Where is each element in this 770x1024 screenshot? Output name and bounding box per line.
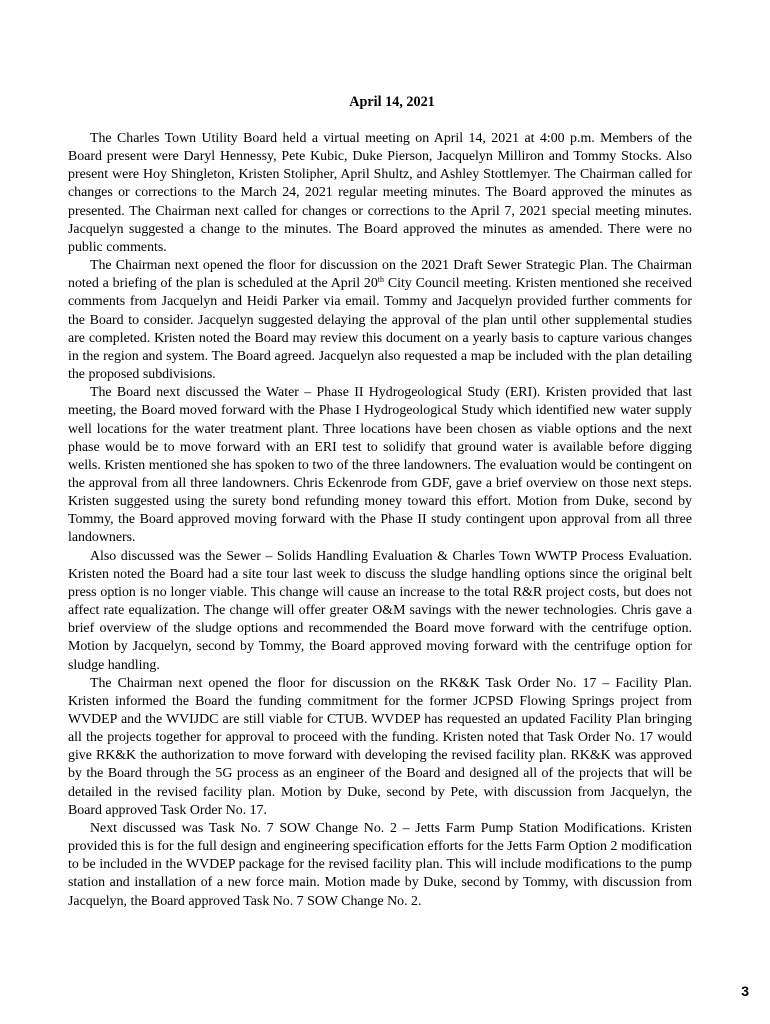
paragraph-jetts-farm: Next discussed was Task No. 7 SOW Change No. 2 – Jetts Farm Pump Station Modifications. Kristen provided this is for the full design and engineering specification efforts for the Jetts Farm Option 2 modification to be included in the WVDEP package for the revised facility plan. This will include modifications to the pump station and installation of a new force main. Motion made by Duke, second by Tommy, with discussion from Jacquelyn, the Board approved Task No. 7 SOW Change No. 2.	[68, 820, 692, 909]
paragraph-text-part: The Chairman next opened the floor for discussion on the 2021 Draft Sewer Strategic Plan. The Chairman noted a briefing of the plan is scheduled at the April 20	[68, 258, 692, 292]
paragraph-task-order-17: The Chairman next opened the floor for discussion on the RK&K Task Order No. 17 – Facility Plan. Kristen informed the Board the funding commitment for the former JCPSD Flowing Springs project from WVDEP and the WVIJDC are still viable for CTUB. WVDEP has requested an updated Facility Plan bringing all the projects together for approval to proceed with the funding. Kristen noted that Task Order No. 17 would give RK&K the authorization to move forward with developing the revised facility plan. RK&K was approved by the Board through the 5G process as an engineer of the Board and designed all of the projects that will be detailed in the revised facility plan. Motion by Duke, second by Pete, with discussion from Jacquelyn, the Board approved Task Order No. 17.	[68, 675, 692, 818]
minutes-body	[68, 130, 692, 911]
paragraph-solids-handling: Also discussed was the Sewer – Solids Handling Evaluation & Charles Town WWTP Process Evaluation. Kristen noted the Board had a site tour last week to discuss the sludge handling options since the original belt press option is no longer viable. This change will cause an increase to the total R&R project costs, but does not affect rate equalization. The change will offer greater O&M savings with the newer technologies. Chris gave a brief overview of the sludge options and recommended the Board move forward with the centrifuge option. Motion by Jacquelyn, second by Tommy, the Board approved moving forward with the centrifuge option for sludge handling.	[68, 548, 692, 673]
meeting-date-heading: April 14, 2021	[349, 94, 435, 110]
ordinal-suffix: th	[377, 275, 385, 285]
paragraph-hydrogeological-study: The Board next discussed the Water – Phase II Hydrogeological Study (ERI). Kristen provided that last meeting, the Board moved forward with the Phase I Hydrogeological Study which identified new water supply well locations for the water treatment plant. Three locations have been chosen as viable options and the next phase would be to move forward with an ERI test to solidify that ground water is available before digging wells. Kristen mentioned she has spoken to two of the three landowners. The evaluation would be contingent on the approval from all three landowners. Chris Eckenrode from GDF, gave a brief overview on those next steps. Kristen suggested using the surety bond refunding money toward this effort. Motion from Duke, second by Tommy, the Board approved moving forward with the Phase II study contingent upon approval from all three landowners.	[68, 385, 692, 546]
page-number: 3	[741, 983, 749, 999]
paragraph-sewer-strategic-plan	[68, 257, 692, 384]
paragraph-meeting-opening: The Charles Town Utility Board held a virtual meeting on April 14, 2021 at 4:00 p.m. Members of the Board present were Daryl Hennessy, Pete Kubic, Duke Pierson, Jacquelyn Milliron and Tommy Stocks. Also present were Hoy Shingleton, Kristen Stolipher, April Shultz, and Ashley Stottlemyer. The Chairman called for changes or corrections to the March 24, 2021 regular meeting minutes. The Board approved the minutes as presented. The Chairman next called for changes or corrections to the April 7, 2021 special meeting minutes. Jacquelyn suggested a change to the minutes. The Board approved the minutes as amended. There were no public comments.	[68, 131, 692, 255]
paragraph-text-part: City Council meeting. Kristen mentioned she received comments from Jacquelyn and Heidi Parker via email. Tommy and Jacquelyn provided further comments for the Board to consider. Jacquelyn suggested delaying the approval of the plan until other supplemental studies are completed. Kristen noted the Board may review this document on a yearly basis to capture various changes in the region and system. The Board agreed. Jacquelyn also requested a map be included with the plan detailing the proposed subdivisions.	[68, 276, 692, 383]
